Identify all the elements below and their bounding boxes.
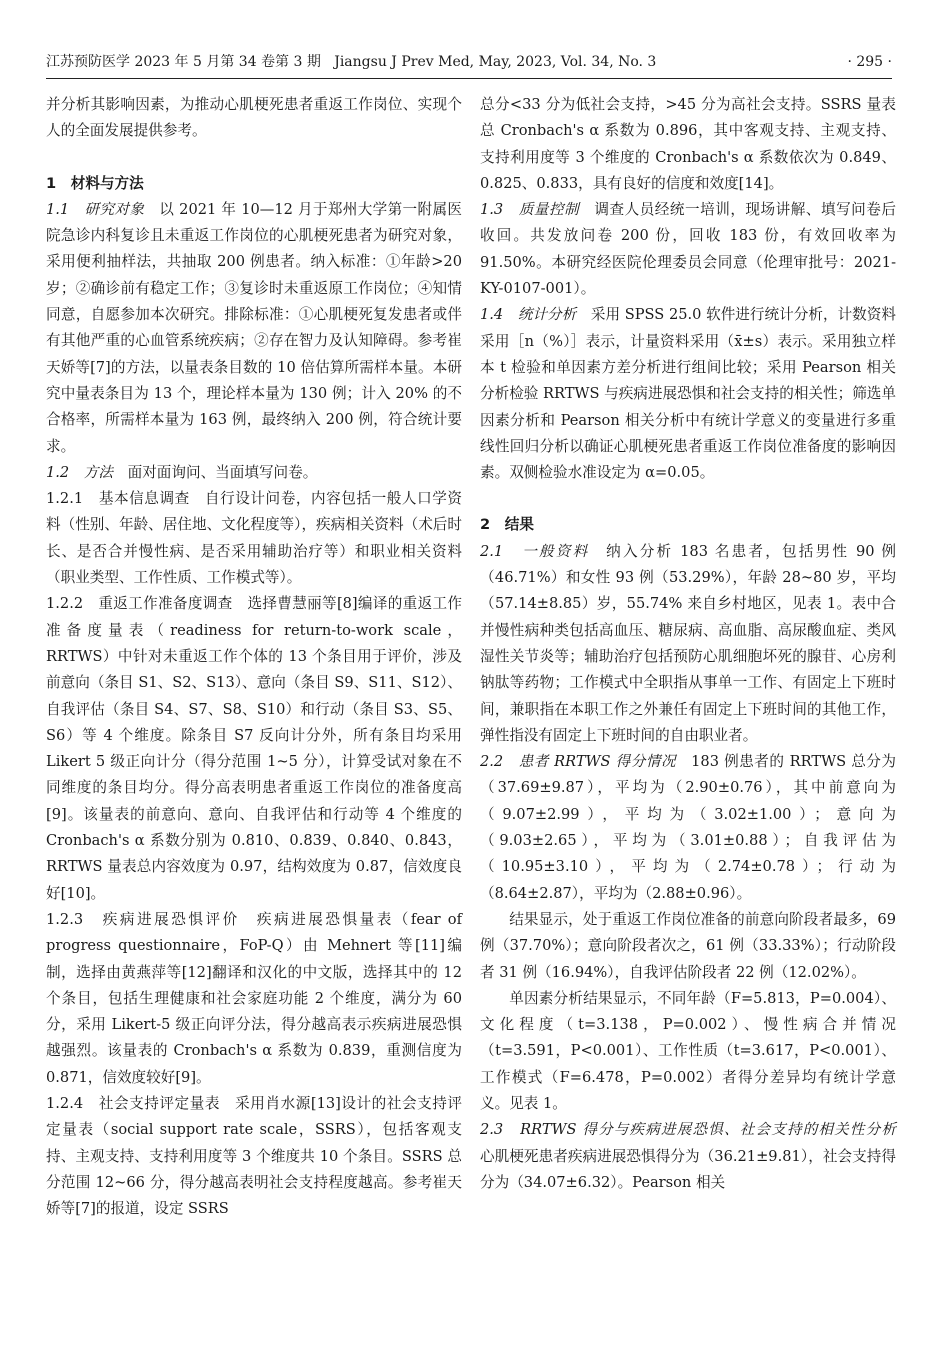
page-number: · 295 ·: [847, 54, 892, 70]
subsection-1-2-2-body: 选择曹慧丽等[8]编译的重返工作准备度量表（readiness for return-to-work scale，RRTWS）中针对未重返工作个体的 13 个条目用于评价，涉及前意向（条目 S1、S2、S13）、意向（条目 S9、S11、S12）、自我评估（条目 S4、S7、S8、S10）和行动（条目 S3、S5、S6）等 4 个维度。除条目 S7 反向计分外，所有条目均采用 Likert 5 级正向计分（得分范围 1~5 分），计算受试对象在不同维度的条目均分。得分高表明患者重返工作岗位的准备度高[9]。该量表的前意向、意向、自我评估和行动等 4 个维度的 Cronbach's α 系数分别为 0.810、0.839、0.840、0.843，RRTWS 量表总内容效度为 0.97，结构效度为 0.87，信效度良好[10]。: [46, 595, 462, 902]
subsection-1-2-3: [46, 907, 462, 1091]
subsection-1-1-body: 以 2021 年 10—12 月于郑州大学第一附属医院急诊内科复诊且未重返工作岗位的心肌梗死患者为研究对象，采用便利抽样法，共抽取 200 例患者。纳入标准：①年龄>20 岁；②确诊前有稳定工作；③复诊时未重返原工作岗位；④知情同意，自愿参加本次研究。排除标准：①心肌梗死复发患者或伴有其他严重的心血管系统疾病；②存在智力及认知障碍。参考崔天娇等[7]的方法，以量表条目数的 10 倍估算所需样本量。本研究中量表条目为 13 个，理论样本量为 130 例；计入 20% 的不合格率，所需样本量为 163 例，最终纳入 200 例，符合统计要求。: [46, 200, 462, 455]
subsection-1-2-1-heading: 1.2.1 基本信息调查: [46, 490, 190, 508]
section-2-title: 2 结果: [480, 516, 534, 534]
subsection-1-3: [480, 197, 896, 302]
subsection-1-2-2: [46, 591, 462, 907]
subsection-1-2-3-body: 疾病进展恐惧量表（fear of progress questionnaire，FoP-Q）由 Mehnert 等[11]编制，选择由黄燕萍等[12]翻译和汉化的中文版，选择其中的 12 个条目，包括生理健康和社会家庭功能 2 个维度，满分为 60 分，采用 Likert-5 级正向评分法，得分越高表示疾病进展恐惧越强烈。该量表的 Cronbach's α 系数为 0.839，重测信度为 0.871，信效度较好[9]。: [46, 910, 462, 1086]
subsection-2-3-heading: 2.3 RRTWS 得分与疾病进展恐惧、社会支持的相关性分析: [480, 1121, 896, 1139]
section-1-title: 1 材料与方法: [46, 174, 144, 192]
journal-en: Jiangsu J Prev Med, May, 2023, Vol. 34, No. 3: [334, 54, 657, 70]
subsection-2-3-body: 心肌梗死患者疾病进展恐惧得分为（36.21±9.81），社会支持得分为（34.07±6.32）。Pearson 相关: [480, 1147, 896, 1191]
subsection-2-3: [480, 1117, 896, 1196]
subsection-1-2-4: [46, 1091, 462, 1222]
subsection-1-2-1-body: 自行设计问卷，内容包括一般人口学资料（性别、年龄、居住地、文化程度等），疾病相关资料（术后时长、是否合并慢性病、是否采用辅助治疗等）和职业相关资料（职业类型、工作性质、工作模式等）。: [46, 490, 462, 587]
subsection-1-3-heading: 1.3 质量控制: [480, 201, 580, 219]
subsection-2-2-body: 183 例患者的 RRTWS 总分为（37.69±9.87），平均为（2.90±0.76），其中前意向为（9.07±2.99），平均为（3.02±1.00）；意向为（9.03±2.65），平均为（3.01±0.88）；自我评估为（10.95±3.10），平均为（2.74±0.78）；行动为（8.64±2.87），平均为（2.88±0.96）。: [480, 753, 896, 902]
journal-citation: [46, 52, 656, 72]
intro-paragraph: 并分析其影响因素，为推动心肌梗死患者重返工作岗位、实现个人的全面发展提供参考。: [46, 96, 462, 140]
subsection-1-4: [480, 302, 896, 486]
subsection-1-4-body: 采用 SPSS 25.0 软件进行统计分析，计数资料采用［n（%）］表示，计量资料采用（x̄±s）表示。采用独立样本 t 检验和单因素方差分析进行组间比较；采用 Pearson 相关分析检验 RRTWS 与疾病进展恐惧和社会支持的相关性；筛选单因素分析和 Pearson 相关分析中有统计学意义的变量进行多重线性回归分析以确证心肌梗死患者重返工作岗位准备度的影响因素。双侧检验水准设定为 α=0.05。: [480, 306, 896, 482]
running-header: [46, 42, 892, 79]
stage-results-paragraph: 结果显示，处于重返工作岗位准备的前意向阶段者最多，69 例（37.70%）；意向阶段者次之，61 例（33.33%）；行动阶段者 31 例（16.94%），自我评估阶段者 22 例（12.02%）。: [480, 910, 896, 981]
subsection-1-2-3-heading: 1.2.3 疾病进展恐惧评价: [46, 910, 240, 928]
continued-paragraph: 总分<33 分为低社会支持，>45 分为高社会支持。SSRS 量表总 Cronbach's α 系数为 0.896，其中客观支持、主观支持、支持利用度等 3 个维度的 Cronbach's α 系数依次为 0.849、0.825、0.833，具有良好的信度和效度[14]。: [480, 96, 896, 192]
subsection-1-1-heading: 1.1 研究对象: [46, 200, 145, 218]
subsection-1-2-1: [46, 486, 462, 591]
subsection-2-1-body: 纳入分析 183 名患者，包括男性 90 例（46.71%）和女性 93 例（53.29%），年龄 28~80 岁，平均（57.14±8.85）岁，55.74% 来自乡村地区，见表 1。表中合并慢性病种类包括高血压、糖尿病、高血脂、高尿酸血症、类风湿性关节炎等；辅助治疗包括预防心肌细胞坏死的腺苷、心房利钠肽等药物；工作模式中全职指从事单一工作、有固定上下班时间，兼职指在本职工作之外兼任有固定上下班时间的其他工作，弹性指没有固定上下班时间的自由职业者。: [480, 542, 896, 744]
left-column: [46, 92, 462, 1222]
subsection-2-1: [480, 539, 896, 749]
subsection-1-2-2-heading: 1.2.2 重返工作准备度调查: [46, 595, 233, 613]
subsection-1-2: [46, 460, 462, 486]
subsection-1-2-4-heading: 1.2.4 社会支持评定量表: [46, 1094, 220, 1112]
right-column: [480, 92, 896, 1196]
subsection-2-2-heading: 2.2 患者 RRTWS 得分情况: [480, 753, 677, 771]
subsection-2-1-heading: 2.1 一般资料: [480, 542, 590, 560]
subsection-1-1: [46, 197, 462, 460]
subsection-1-2-4-body: 采用肖水源[13]设计的社会支持评定量表（social support rate scale，SSRS），包括客观支持、主观支持、支持利用度等 3 个维度共 10 个条目。SSRS 总分范围 12~66 分，得分越高表明社会支持程度越高。参考崔天娇等[7]的报道，设定 SSRS: [46, 1094, 462, 1218]
univariate-results-paragraph: 单因素分析结果显示，不同年龄（F=5.813，P=0.004）、文化程度（t=3.138，P=0.002）、慢性病合并情况（t=3.591，P<0.001）、工作性质（t=3.617，P<0.001）、工作模式（F=6.478，P=0.002）者得分差异均有统计学意义。见表 1。: [480, 989, 896, 1112]
subsection-1-2-body: 面对面询问、当面填写问卷。: [127, 463, 318, 481]
subsection-1-3-body: 调查人员经统一培训，现场讲解、填写问卷后收回。共发放问卷 200 份，回收 183 份，有效回收率为 91.50%。本研究经医院伦理委员会同意（伦理审批号：2021-KY-0107-001）。: [480, 201, 896, 298]
subsection-2-2: [480, 749, 896, 907]
subsection-1-4-heading: 1.4 统计分析: [480, 306, 577, 324]
journal-cn: 江苏预防医学 2023 年 5 月第 34 卷第 3 期: [46, 54, 321, 70]
subsection-1-2-heading: 1.2 方法: [46, 463, 113, 481]
